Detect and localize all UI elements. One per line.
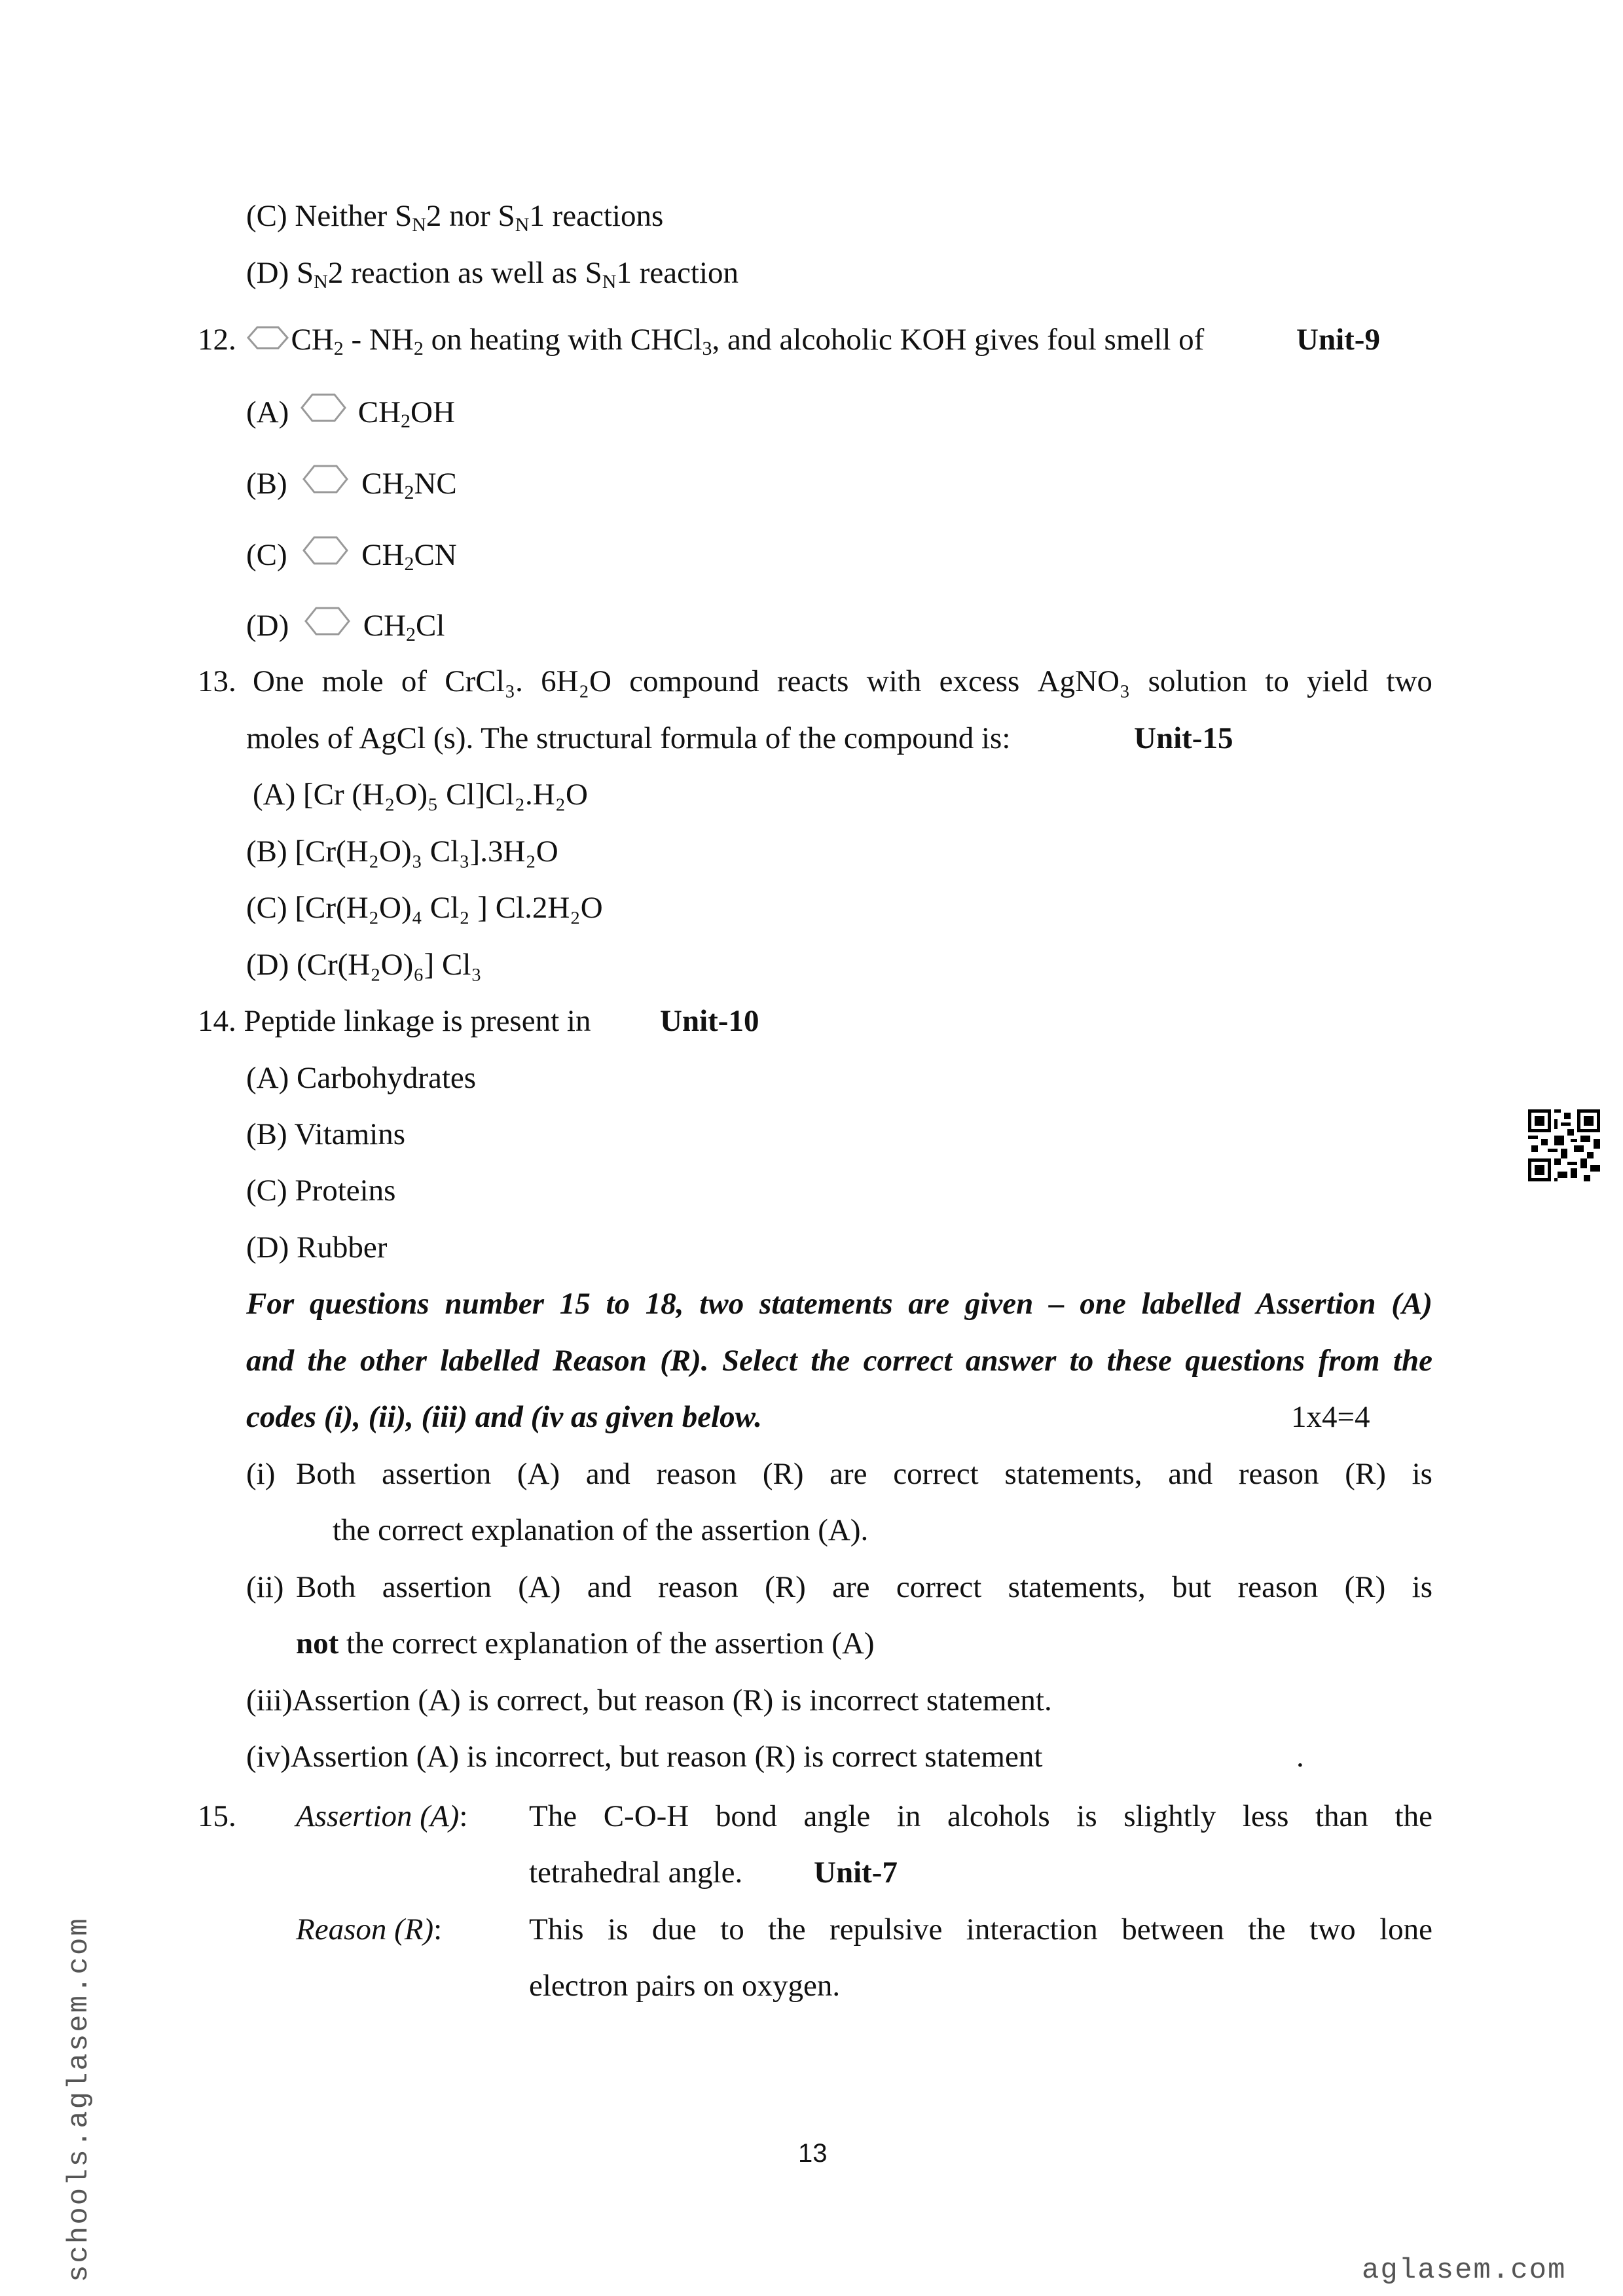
word: Reason xyxy=(553,1344,647,1378)
word: CrCl₃. xyxy=(445,664,523,698)
instructions-marks: 1x4=4 xyxy=(1291,1400,1370,1434)
word: 15 xyxy=(559,1287,591,1321)
word: (A) xyxy=(518,1570,561,1604)
word: 6H₂O xyxy=(541,664,611,698)
word: number xyxy=(445,1287,544,1321)
word: Both xyxy=(296,1570,356,1604)
q13-stem-line2: moles of AgCl (s). The structural formula of the compound is: xyxy=(246,721,1011,755)
q12-option-c: (C) $CH_2CN$ xyxy=(246,533,457,575)
word: is xyxy=(608,1912,629,1946)
instructions-line3: codes (i), (ii), (iii) and (iv as given below. xyxy=(246,1400,762,1434)
q15-assertion-line1 xyxy=(529,1797,1432,1836)
word: reason xyxy=(1237,1570,1319,1604)
word: these xyxy=(1106,1344,1172,1378)
word: assertion xyxy=(382,1570,492,1604)
code-i-label: (i) xyxy=(246,1457,276,1491)
q13-option-a: (A) [Cr (H₂O)₅ Cl]Cl₂.H₂O xyxy=(253,778,588,812)
code-ii-label: (ii) xyxy=(246,1570,284,1604)
word: compound xyxy=(629,664,759,698)
word: The xyxy=(529,1799,577,1833)
word: and xyxy=(587,1570,632,1604)
q14-option-a: (A) Carbohydrates xyxy=(246,1061,477,1095)
code-i-line2: the correct explanation of the assertion (A). xyxy=(333,1513,869,1547)
word: correct xyxy=(896,1570,982,1604)
word: is xyxy=(1412,1457,1432,1491)
code-i-line1 xyxy=(296,1454,1432,1494)
word: the xyxy=(307,1344,347,1378)
q14-option-b: (B) Vitamins xyxy=(246,1117,406,1151)
word: interaction xyxy=(966,1912,1098,1946)
word: statements xyxy=(759,1287,893,1321)
q12-stem: 12. $CH_2 - NH_2$ on heating with CHCl$_3$, and alcoholic KOH gives foul smell of xyxy=(198,323,1205,359)
code-iii: (iii)Assertion (A) is correct, but reason (R) is incorrect statement. xyxy=(246,1683,1052,1717)
word: the xyxy=(811,1344,850,1378)
q12-option-b: (B) $CH_2NC$ xyxy=(246,462,457,503)
word: the xyxy=(768,1912,806,1946)
word: are xyxy=(832,1570,870,1604)
code-iv-period: . xyxy=(1296,1740,1304,1774)
word: and xyxy=(246,1344,295,1378)
q14-option-c: (C) Proteins xyxy=(246,1174,396,1208)
word: to xyxy=(1265,664,1289,698)
qr-code-icon xyxy=(1528,1109,1600,1181)
word: of xyxy=(401,664,428,698)
word: Both xyxy=(296,1457,356,1491)
watermark-right: aglasem.com xyxy=(1362,2254,1567,2287)
word: one xyxy=(1080,1287,1126,1321)
q15-reason-label: Reason (R): xyxy=(296,1912,443,1946)
benzene-ring-icon xyxy=(297,391,350,425)
word: angle xyxy=(803,1799,871,1833)
word: (R) xyxy=(765,1570,806,1604)
word: repulsive xyxy=(830,1912,943,1946)
q13-stem-line1 xyxy=(253,662,1432,701)
word: – xyxy=(1048,1287,1065,1321)
word: two xyxy=(1309,1912,1356,1946)
word: than xyxy=(1315,1799,1368,1833)
page-number: 13 xyxy=(798,2139,828,2168)
q12-unit: Unit-9 xyxy=(1296,323,1380,357)
word: answer xyxy=(965,1344,1057,1378)
q12-option-a: (A) $CH_2OH$ xyxy=(246,391,455,432)
word: are xyxy=(908,1287,950,1321)
word: labelled xyxy=(1141,1287,1241,1321)
word: (R) xyxy=(1345,1457,1386,1491)
word: mole xyxy=(321,664,384,698)
q13-option-c: (C) [Cr(H₂O)₄ Cl₂ ] Cl.2H₂O xyxy=(246,891,603,925)
q14-stem: 14. Peptide linkage is present in xyxy=(198,1004,591,1038)
word: reason xyxy=(656,1457,737,1491)
word: excess xyxy=(939,664,1020,698)
word: statements, xyxy=(1004,1457,1142,1491)
watermark-left: schools.aglasem.com xyxy=(63,1916,96,2282)
word: solution xyxy=(1148,664,1248,698)
word: assertion xyxy=(382,1457,492,1491)
q15-unit: Unit-7 xyxy=(814,1856,898,1890)
word: slightly xyxy=(1123,1799,1216,1833)
word: 18, xyxy=(645,1287,684,1321)
word: is xyxy=(1412,1570,1432,1604)
word: given xyxy=(964,1287,1034,1321)
word: Select xyxy=(721,1344,797,1378)
word: lone xyxy=(1379,1912,1432,1946)
word: the xyxy=(1395,1799,1432,1833)
word: are xyxy=(830,1457,867,1491)
q11-option-c: (C) Neither $S_N2$ nor $S_N1$ reactions xyxy=(246,199,664,236)
word: is xyxy=(1076,1799,1097,1833)
q15-assertion-line2: tetrahedral angle. xyxy=(529,1856,743,1890)
instructions-line2 xyxy=(246,1341,1432,1380)
word: (R). xyxy=(660,1344,709,1378)
word: (R) xyxy=(762,1457,804,1491)
word: two xyxy=(699,1287,744,1321)
word: the xyxy=(1393,1344,1432,1378)
word: two xyxy=(1386,664,1432,698)
code-iv: (iv)Assertion (A) is incorrect, but reason (R) is correct statement xyxy=(246,1740,1043,1774)
q14-option-d: (D) Rubber xyxy=(246,1230,388,1265)
word: This xyxy=(529,1912,584,1946)
q15-assertion-label: Assertion (A): xyxy=(296,1799,468,1833)
word: bond xyxy=(715,1799,777,1833)
q13-option-d: (D) (Cr(H₂O)₆] Cl₃ xyxy=(246,948,482,982)
word: questions xyxy=(309,1287,429,1321)
benzene-ring-icon xyxy=(295,462,354,496)
word: but xyxy=(1172,1570,1212,1604)
word: and xyxy=(1168,1457,1213,1491)
q13-unit: Unit-15 xyxy=(1134,721,1233,755)
word: Assertion xyxy=(1256,1287,1376,1321)
word: from xyxy=(1318,1344,1380,1378)
q13-option-b: (B) [Cr(H₂O)₃ Cl₃].3H₂O xyxy=(246,834,558,869)
word: (A) xyxy=(517,1457,560,1491)
q11-option-d: (D) $S_N2$ reaction as well as $S_N1$ reaction xyxy=(246,256,739,293)
word: (R) xyxy=(1344,1570,1386,1604)
word: due xyxy=(651,1912,697,1946)
word: statements, xyxy=(1008,1570,1146,1604)
word: with xyxy=(866,664,922,698)
q14-unit: Unit-10 xyxy=(660,1004,759,1038)
word: correct xyxy=(863,1344,953,1378)
word: alcohols xyxy=(947,1799,1050,1833)
code-ii-line2: not the correct explanation of the assertion (A) xyxy=(296,1626,875,1660)
word: in xyxy=(896,1799,921,1833)
word: reason xyxy=(1238,1457,1319,1491)
word: to xyxy=(606,1287,630,1321)
word: (A) xyxy=(1391,1287,1432,1321)
word: C-O-H xyxy=(603,1799,689,1833)
q15-reason-line1 xyxy=(529,1910,1432,1949)
code-ii-line1 xyxy=(296,1568,1432,1607)
benzene-ring-icon xyxy=(295,533,354,567)
word: questions xyxy=(1185,1344,1305,1378)
instructions-line1 xyxy=(246,1284,1432,1323)
q15-number: 15. xyxy=(198,1799,236,1833)
word: less xyxy=(1242,1799,1289,1833)
word: the xyxy=(1248,1912,1286,1946)
word: For xyxy=(246,1287,295,1321)
word: and xyxy=(585,1457,630,1491)
word: reacts xyxy=(776,664,849,698)
word: to xyxy=(1069,1344,1094,1378)
word: AgNO₃ xyxy=(1037,664,1131,698)
word: other xyxy=(360,1344,427,1378)
word: One xyxy=(253,664,304,698)
word: correct xyxy=(893,1457,979,1491)
word: reason xyxy=(658,1570,739,1604)
q12-option-d: (D) $CH_2Cl$ xyxy=(246,604,445,645)
benzene-ring-icon xyxy=(244,323,291,352)
word: labelled xyxy=(440,1344,539,1378)
word: yield xyxy=(1307,664,1369,698)
q13-number: 13. xyxy=(198,664,236,698)
benzene-ring-icon xyxy=(297,604,356,638)
word: to xyxy=(720,1912,744,1946)
q15-reason-line2: electron pairs on oxygen. xyxy=(529,1969,841,2003)
word: between xyxy=(1122,1912,1224,1946)
